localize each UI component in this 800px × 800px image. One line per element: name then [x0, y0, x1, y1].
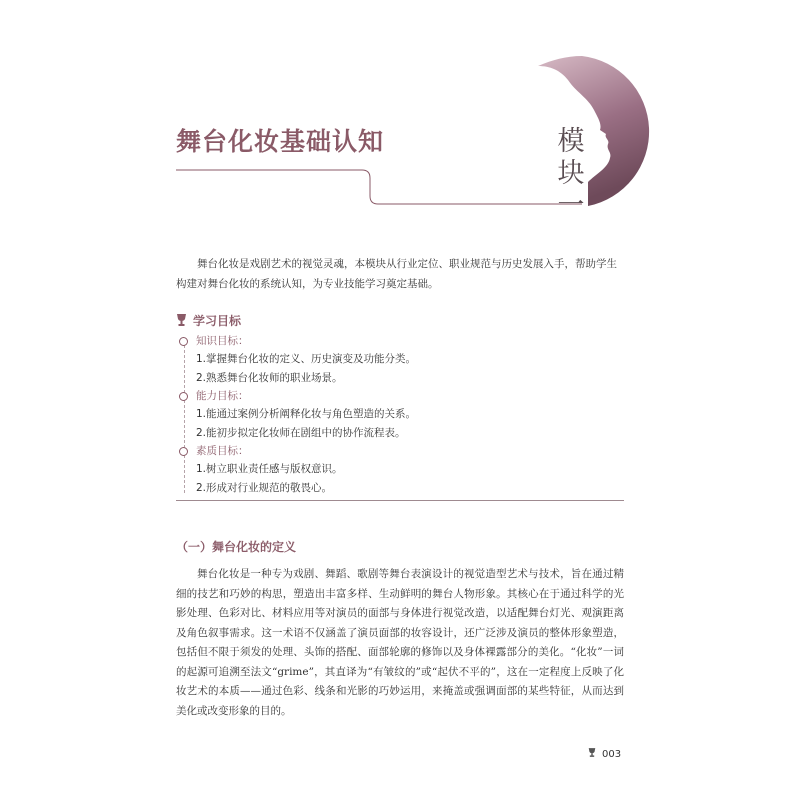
trophy-icon [176, 314, 187, 329]
goal-category [178, 332, 618, 350]
goal-category-label: 能力目标： [196, 390, 249, 402]
trophy-icon [588, 748, 596, 760]
goal-item: 2.形成对行业规范的敬畏心。 [196, 481, 333, 494]
module-char: 模 [557, 126, 585, 157]
module-label [556, 126, 586, 222]
goal-category-label: 知识目标： [196, 335, 249, 347]
goal-item: 1.树立职业责任感与版权意识。 [196, 463, 343, 475]
title-underline [0, 0, 800, 260]
goal-group-ability [178, 387, 618, 442]
goals-heading [176, 312, 241, 329]
circle-icon [179, 447, 188, 456]
goal-item: 2.熟悉舞台化妆师的职业场景。 [196, 371, 343, 384]
section-heading: （一）舞台化妆的定义 [176, 540, 297, 554]
goals-list [178, 332, 618, 497]
body-paragraph: 舞台化妆是一种专为戏剧、舞蹈、歌剧等舞台表演设计的视觉造型艺术与技术，旨在通过精细的技艺和巧妙的构思，塑造出丰富多样、生动鲜明的舞台人物形象。其核心在于通过科学的光影处理、色彩对比、材料应用等对演员的面部与身体进行视觉改造，以适配舞台灯光、观演距离及角色叙事需求。这一术语不仅涵盖了演员面部的妆容设计，还广泛涉及演员的整体形象塑造，包括但不限于须发的处理、头饰的搭配、面部轮廓的修饰以及身体裸露部分的美化。“化妆”一词的起源可追溯至法文“grime”，其直译为“有皱纹的”或“起伏不平的”，这在一定程度上反映了化妆艺术的本质——通过色彩、线条和光影的巧妙运用，来掩盖或强调面部的某些特征，从而达到美化或改变形象的目的。 [176, 568, 624, 717]
goal-group-knowledge [178, 332, 618, 387]
page-title: 舞台化妆基础认知 [176, 127, 385, 156]
page-footer [588, 748, 621, 760]
goal-item: 1.能通过案例分析阐释化妆与角色塑造的关系。 [196, 408, 417, 420]
goals-heading-text: 学习目标 [193, 314, 242, 328]
module-char: 一 [557, 190, 585, 221]
goal-category [178, 442, 618, 460]
goal-category [178, 387, 618, 405]
intro-paragraph: 舞台化妆是戏剧艺术的视觉灵魂，本模块从行业定位、职业规范与历史发展入手，帮助学生构建对舞台化妆的系统认知，为专业技能学习奠定基础。 [176, 258, 617, 290]
page-number: 003 [602, 749, 622, 760]
goal-item: 1.掌握舞台化妆的定义、历史演变及功能分类。 [196, 353, 417, 365]
section-divider [176, 500, 624, 501]
module-char: 块 [557, 158, 585, 189]
goal-category-label: 素质目标： [196, 445, 249, 457]
circle-icon [179, 337, 188, 346]
goal-group-quality [178, 442, 618, 497]
circle-icon [179, 392, 188, 401]
goal-item: 2.能初步拟定化妆师在剧组中的协作流程表。 [196, 426, 406, 439]
